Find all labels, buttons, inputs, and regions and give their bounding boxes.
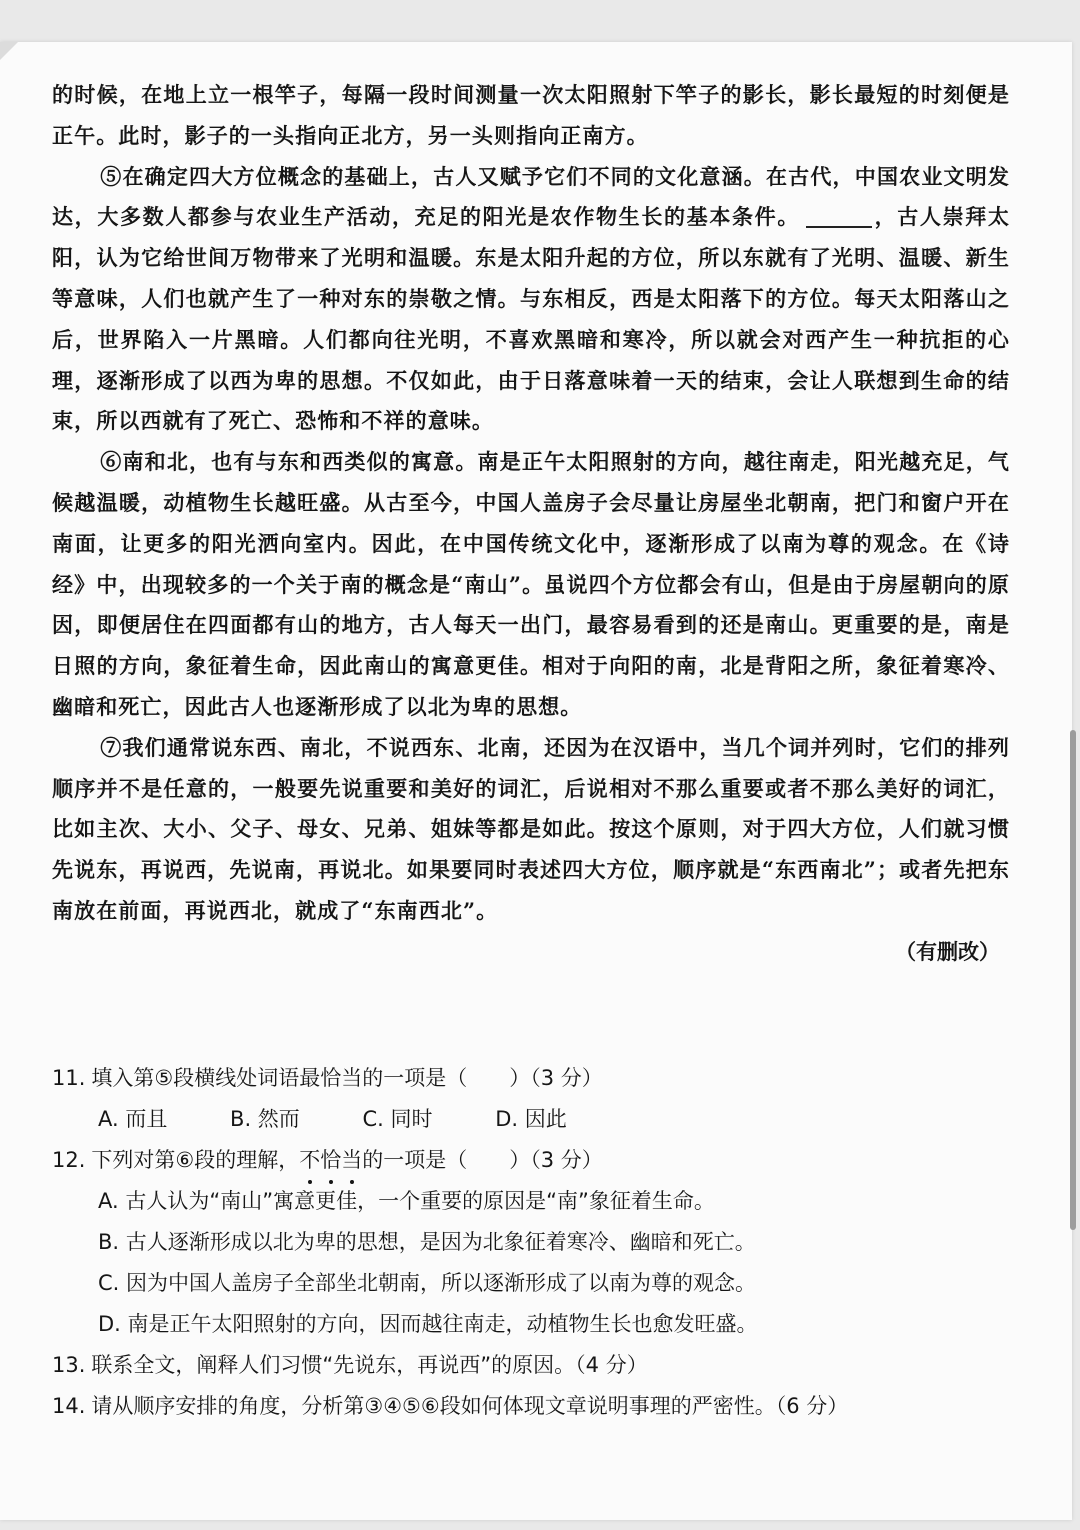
reading-passage: [52, 75, 1010, 972]
question-number: 14.: [52, 1394, 86, 1418]
question-12: [52, 1140, 1012, 1181]
paragraph-6: ⑥南和北，也有与东和西类似的寓意。南是正午太阳照射的方向，越往南走，阳光越充足，气候越温暖，动植物生长越旺盛。从古至今，中国人盖房子会尽量让房屋坐北朝南，把门和窗户开在南面，让更多的阳光洒向室内。因此，在中国传统文化中，逐渐形成了以南为尊的观念。在《诗经》中，出现较多的一个关于南的概念是“南山”。虽说四个方位都会有山，但是由于房屋朝向的原因，即便居住在四面都有山的地方，古人每天一出门，最容易看到的还是南山。更重要的是，南是日照的方向，象征着生命，因此南山的寓意更佳。相对于向阳的南，北是背阳之所，象征着寒冷、幽暗和死亡，因此古人也逐渐形成了以北为卑的思想。: [52, 449, 1010, 719]
paragraph-5: [52, 157, 1010, 443]
paragraph-4-continued: 的时候，在地上立一根竿子，每隔一段时间测量一次太阳照射下竿子的影长，影长最短的时刻便是正午。此时，影子的一头指向正北方，另一头则指向正南方。: [52, 82, 1010, 148]
option-d: D. 因此: [495, 1107, 567, 1131]
option-d: D. 南是正午太阳照射的方向，因而越往南走，动植物生长也愈发旺盛。: [98, 1312, 758, 1336]
emphasis-char: 恰: [320, 1140, 341, 1181]
option-a: A. 而且: [98, 1107, 168, 1131]
option-a: A. 古人认为“南山”寓意更佳，一个重要的原因是“南”象征着生命。: [98, 1189, 715, 1213]
question-stem: 联系全文，阐释人们习惯“先说东，再说西”的原因。（4 分）: [91, 1353, 648, 1377]
question-14: [52, 1386, 1012, 1427]
paragraph-5-text-after-blank: ，古人崇拜太阳，认为它给世间万物带来了光明和温暖。东是太阳升起的方位，所以东就有了光明、温暖、新生等意味，人们也就产生了一种对东的崇敬之情。与东相反，西是太阳落下的方位。每天太阳落山之后，世界陷入一片黑暗。人们都向往光明，不喜欢黑暗和寒冷，所以就会对西产生一种抗拒的心理，逐渐形成了以西为卑的思想。不仅如此，由于日落意味着一天的结束，会让人联想到生命的结束，所以西就有了死亡、恐怖和不祥的意味。: [52, 204, 1010, 434]
question-stem: 请从顺序安排的角度，分析第③④⑤⑥段如何体现文章说明事理的严密性。（6 分）: [91, 1394, 849, 1418]
question-number: 13.: [52, 1353, 86, 1377]
scrollbar-thumb[interactable]: [1070, 730, 1076, 1230]
question-11: [52, 1058, 1012, 1099]
paragraph-7: ⑦我们通常说东西、南北，不说西东、北南，还因为在汉语中，当几个词并列时，它们的排列顺序并不是任意的，一般要先说重要和美好的词汇，后说相对不那么重要或者不那么美好的词汇，比如主次、大小、父子、母女、兄弟、姐妹等都是如此。按这个原则，对于四大方位，人们就习惯先说东，再说西，先说南，再说北。如果要同时表述四大方位，顺序就是“东西南北”；或者先把东南放在前面，再说西北，就成了“东南西北”。: [52, 734, 1010, 923]
option-c: C. 同时: [362, 1107, 433, 1131]
fill-in-blank-line: [806, 205, 872, 228]
question-number: 12.: [52, 1148, 86, 1172]
emphasis-char: 当: [341, 1140, 362, 1181]
question-number: 11.: [52, 1066, 86, 1090]
question-stem: 填入第⑤段横线处词语最恰当的一项是（ ）（3 分）: [91, 1066, 603, 1090]
option-b: B. 然而: [230, 1107, 300, 1131]
option-b: B. 古人逐渐形成以北为卑的思想，是因为北象征着寒冷、幽暗和死亡。: [98, 1230, 756, 1254]
option-c: C. 因为中国人盖房子全部坐北朝南，所以逐渐形成了以南为尊的观念。: [98, 1271, 757, 1295]
question-stem-before: 下列对第⑥段的理解，: [91, 1148, 300, 1172]
emphasis-char: 不: [299, 1140, 320, 1181]
question-list: [52, 1058, 1012, 1427]
question-stem-after: 的一项是（ ）（3 分）: [362, 1148, 603, 1172]
page-fold-corner: [0, 42, 18, 60]
paragraph-5-text-before-blank: ⑤在确定四大方位概念的基础上，古人又赋予它们不同的文化意涵。在古代，中国农业文明发达，大多数人都参与农业生产活动，充足的阳光是农作物生长的基本条件。: [52, 163, 1010, 230]
question-11-options: [52, 1099, 1012, 1140]
source-note: （有删改）: [895, 938, 1000, 964]
question-13: [52, 1345, 1012, 1386]
